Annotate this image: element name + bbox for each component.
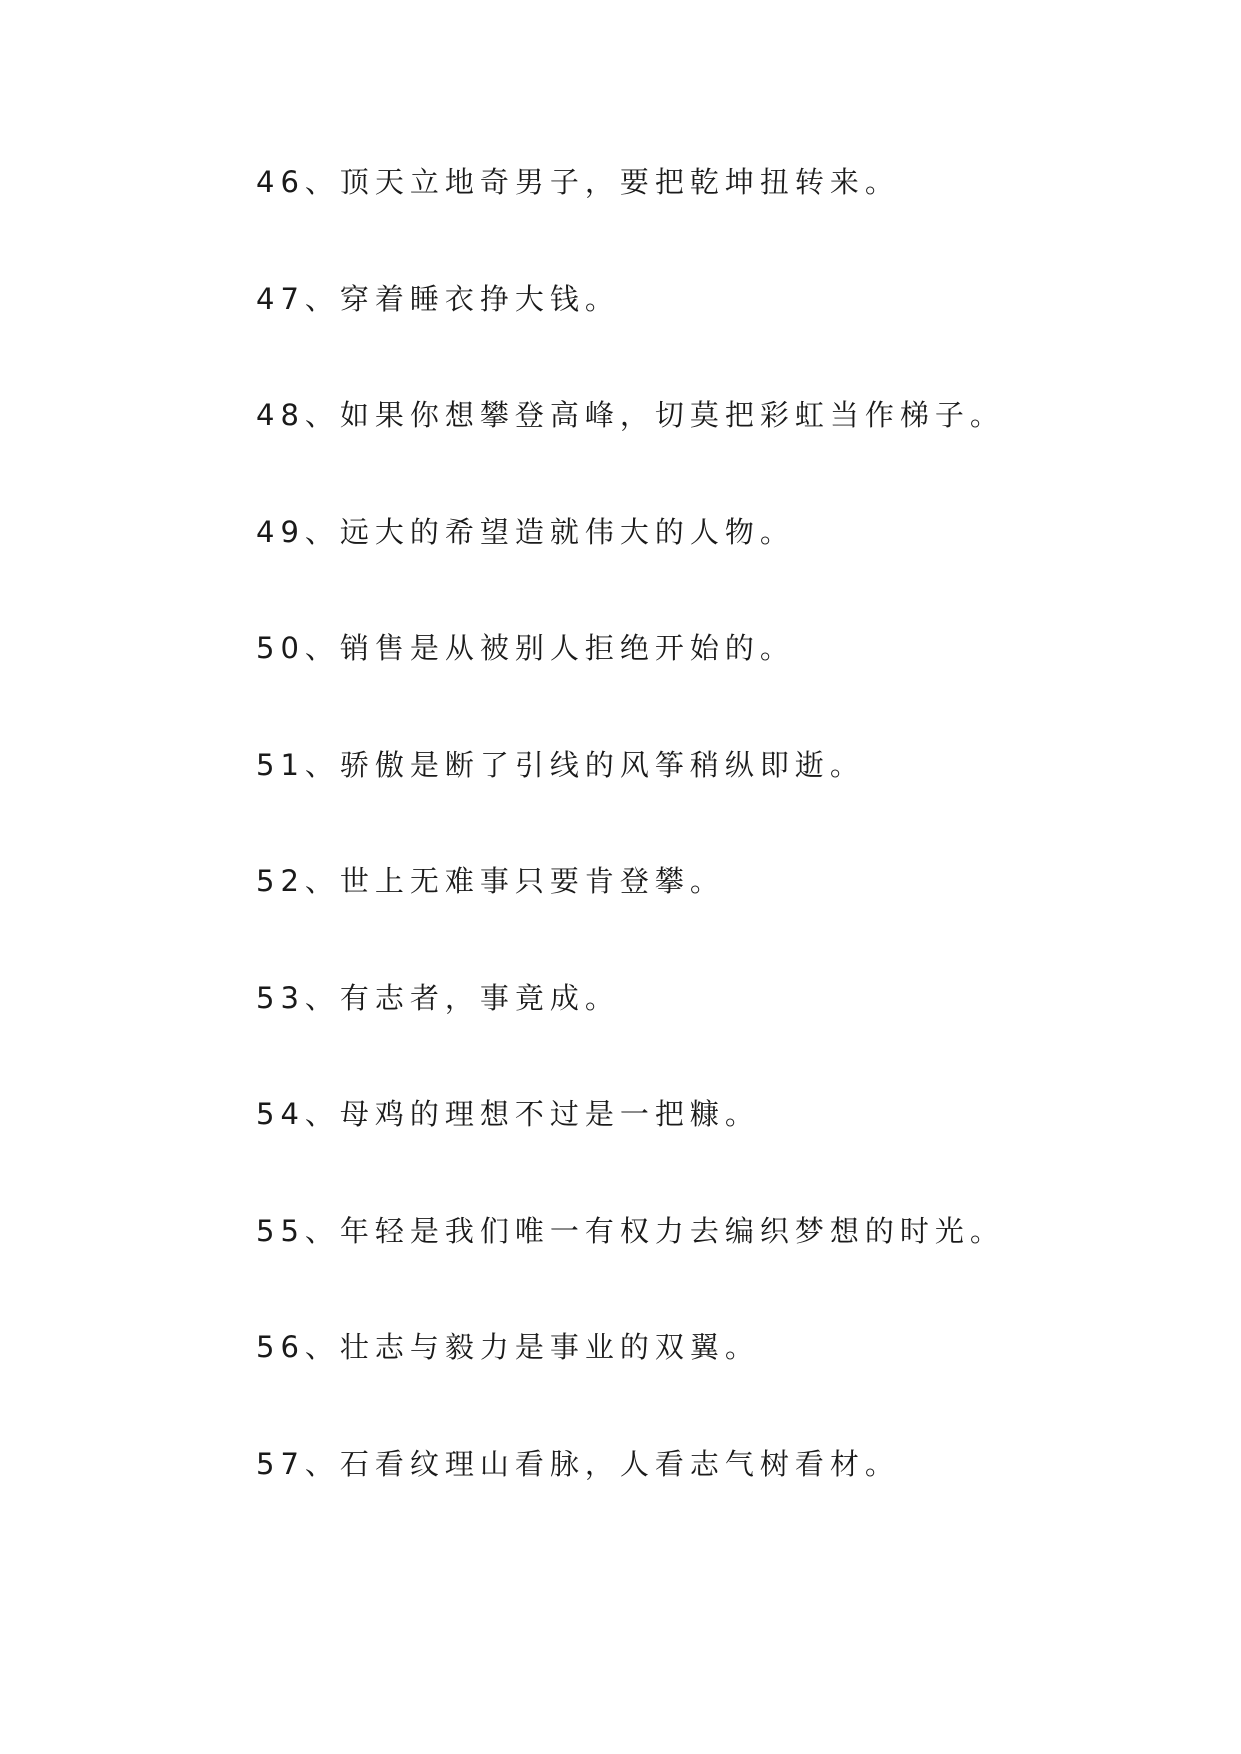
quote-line-56: 56、壮志与毅力是事业的双翼。 <box>256 1330 760 1364</box>
quote-line-48: 48、如果你想攀登高峰，切莫把彩虹当作梯子。 <box>256 398 1005 432</box>
quote-line-57: 57、石看纹理山看脉，人看志气树看材。 <box>256 1446 900 1481</box>
quote-line-55: 55、年轻是我们唯一有权力去编织梦想的时光。 <box>256 1213 1005 1248</box>
quote-list <box>256 160 1156 1558</box>
quote-line-54: 54、母鸡的理想不过是一把糠。 <box>256 1097 760 1131</box>
quote-line-47: 47、穿着睡衣挣大钱。 <box>256 281 620 316</box>
quote-line-46: 46、顶天立地奇男子，要把乾坤扭转来。 <box>256 165 900 199</box>
quote-line-51: 51、骄傲是断了引线的风筝稍纵即逝。 <box>256 747 865 782</box>
quote-line-50: 50、销售是从被别人拒绝开始的。 <box>256 631 795 665</box>
quote-line-53: 53、有志者，事竟成。 <box>256 980 620 1015</box>
quote-line-49: 49、远大的希望造就伟大的人物。 <box>256 514 795 549</box>
quote-line-52: 52、世上无难事只要肯登攀。 <box>256 864 725 898</box>
